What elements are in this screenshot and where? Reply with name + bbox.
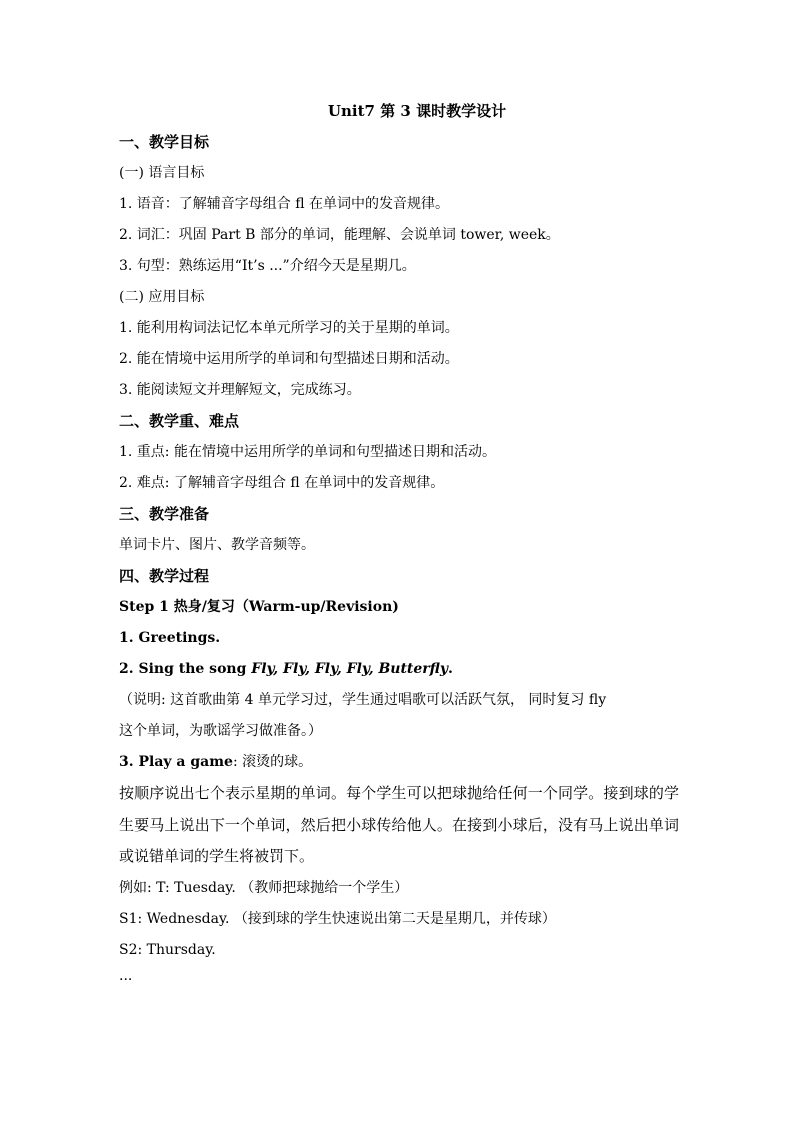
preparation-text: 单词卡片、图片、教学音频等。 (119, 537, 315, 553)
game-description: : 滚烫的球。 (232, 754, 313, 770)
goal-item: 2. 能在情境中运用所学的单词和句型描述日期和活动。 (119, 351, 459, 367)
subsection-label-application: (二) 应用目标 (119, 289, 205, 305)
dialogue-line: S1: Wednesday. （接到球的学生快速说出第二天是星期几，并传球） (119, 910, 556, 927)
song-prefix: 2. Sing the song (119, 661, 252, 677)
document-page (119, 96, 679, 986)
key-point-item: 1. 重点: 能在情境中运用所学的单词和句型描述日期和活动。 (119, 444, 496, 460)
song-suffix: . (448, 661, 453, 677)
example-line: 例如: T: Tuesday. （教师把球抛给一个学生） (119, 879, 409, 896)
step-item-game (119, 747, 679, 778)
step-item-song (119, 654, 679, 685)
goal-item: 3. 能阅读短文并理解短文，完成练习。 (119, 382, 361, 398)
section-heading-process: 四、教学过程 (119, 567, 210, 585)
goal-item: 1. 能利用构词法记忆本单元所学习的关于星期的单词。 (119, 320, 459, 336)
goal-item: 2. 词汇：巩固 Part B 部分的单词，能理解、会说单词 tower, week。 (119, 227, 560, 243)
subsection-label-language: (一) 语言目标 (119, 165, 205, 181)
step-item-greetings: 1. Greetings. (119, 630, 221, 646)
goal-item: 1. 语音：了解辅音字母组合 fl 在单词中的发音规律。 (119, 196, 450, 212)
dialogue-line: S2: Thursday. (119, 941, 216, 958)
game-label: 3. Play a game (119, 754, 233, 770)
document-title: Unit7 第 3 课时教学设计 (327, 102, 507, 120)
step-heading: Step 1 热身/复习（Warm-up/Revision) (119, 599, 399, 615)
song-note-line: （说明: 这首歌曲第 4 单元学习过，学生通过唱歌可以活跃气氛， 同时复习 fly (119, 692, 607, 708)
game-instructions: 按顺序说出七个表示星期的单词。每个学生可以把球抛给任何一个同学。接到球的学生要马上说出下一个单词，然后把小球传给他人。在接到小球后，没有马上说出单词或说错单词的学生将被罚下。 (119, 784, 679, 865)
section-heading-key-points: 二、教学重、难点 (119, 412, 240, 430)
key-point-item: 2. 难点: 了解辅音字母组合 fl 在单词中的发音规律。 (119, 475, 445, 491)
section-heading-preparation: 三、教学准备 (119, 505, 210, 523)
song-note-line: 这个单词，为歌谣学习做准备。） (119, 723, 322, 739)
song-title: Fly, Fly, Fly, Fly, Butterfly (251, 661, 448, 677)
section-heading-goals: 一、教学目标 (119, 133, 210, 151)
continuation-ellipsis: ... (119, 967, 133, 984)
goal-item: 3. 句型：熟练运用“It’s ...”介绍今天是星期几。 (119, 258, 416, 274)
